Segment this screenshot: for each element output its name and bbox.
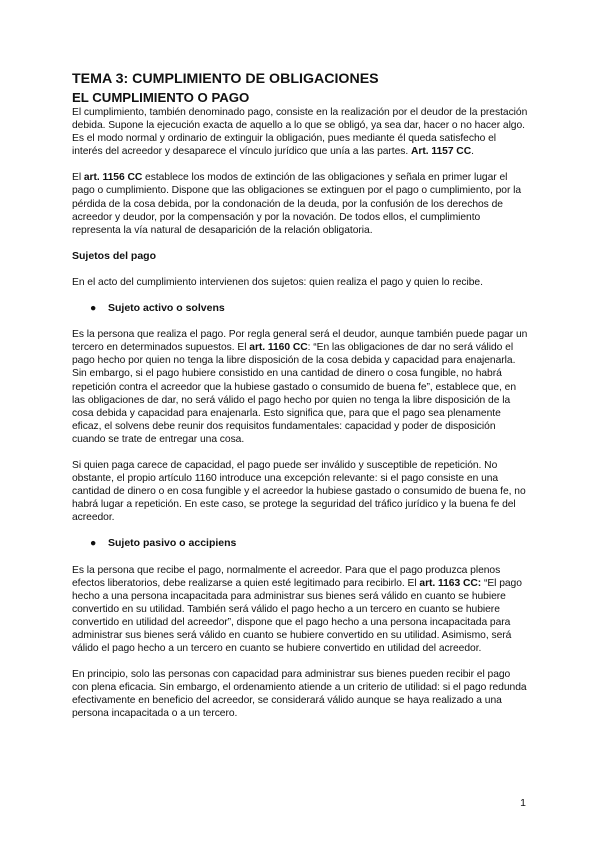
bullet-sujeto-activo xyxy=(72,302,528,315)
article-reference: Art. 1157 CC xyxy=(411,146,472,158)
paragraph-solvens xyxy=(72,328,528,446)
section-heading-cumplimiento: EL CUMPLIMIENTO O PAGO xyxy=(72,90,250,105)
paragraph-accipiens xyxy=(72,564,528,656)
paragraph-text: : “En las obligaciones de dar no será válido el pago hecho por quien no tenga la libre disposición de la cosa debida y capacidad para enajenarla. Sin embargo, si el pago hubiere consistido en una cantidad de dinero o cosa fungible, no habrá repetición contra el acreedor que la hubiese gastado o consumido de buena fe”, establece que, en las obligaciones de dar, no será válido el pago hecho por quien no tenga la libre disposición de la cosa debida y capacidad para enajenarla. Esto significa que, para que el pago sea plenamente eficaz, el solvens debe reunir dos requisitos fundamentales: capacidad y poder de disposición cuando se trate de entregar una cosa. xyxy=(72,342,516,445)
paragraph-utility-criterion: En principio, solo las personas con capacidad para administrar sus bienes pueden recibir el pago con plena eficacia. Sin embargo, el ordenamiento atiende a un criterio de utilidad: si el pago redunda efectivamente en beneficio del acreedor, se considerará válido aunque se haya realizado a una persona incapacitada o a un tercero. xyxy=(72,669,527,720)
paragraph-text: El cumplimiento, también denominado pago, consiste en la realización por el deudor de la prestación debida. Supone la ejecución exacta de aquello a lo que se obligó, ya sea dar, hacer o no hacer algo. Es el modo normal y ordinario de extinguir la obligación, pues mediante él queda satisfecho el interés del acreedor y desaparece el vínculo jurídico que unía a las partes. xyxy=(72,107,528,158)
bullet-sujeto-pasivo xyxy=(72,537,528,550)
article-reference: art. 1163 CC: xyxy=(419,577,482,589)
section-heading-sujetos: Sujetos del pago xyxy=(72,249,157,262)
paragraph-text: “El pago hecho a una persona incapacitada para administrar sus bienes será válido en cuanto se hubiere convertido en su utilidad. También será válido el pago hecho a un tercero en cuanto se hubiere convertido en utilidad del acreedor”, dispone que el pago hecho a una persona incapacitada para administrar sus bienes será válido en cuanto se hubiere convertido en su utilidad. Asimismo, será válido el pago hecho a un tercero en cuanto se hubiere convertido en utilidad del acreedor. xyxy=(72,577,522,655)
paragraph-modes-of-extinction xyxy=(72,171,528,236)
document-page xyxy=(72,70,528,721)
paragraph-text: El xyxy=(72,172,84,184)
paragraph-definition xyxy=(72,106,528,158)
paragraph-sujetos-intro: En el acto del cumplimiento intervienen dos sujetos: quien realiza el pago y quien lo recibe. xyxy=(72,276,483,288)
paragraph-end: . xyxy=(471,146,474,158)
page-number: 1 xyxy=(520,797,526,809)
article-reference: art. 1160 CC xyxy=(249,342,308,354)
paragraph-text: Es la persona que realiza el pago. Por regla general será el deudor, aunque también puede pagar un tercero en determinados supuestos. El xyxy=(72,329,528,354)
article-reference: art. 1156 CC xyxy=(83,172,143,184)
document-title: TEMA 3: CUMPLIMIENTO DE OBLIGACIONES xyxy=(72,71,379,87)
bullet-icon: ● xyxy=(90,537,97,550)
bullet-label: Sujeto activo o solvens xyxy=(108,302,225,315)
bullet-label: Sujeto pasivo o accipiens xyxy=(108,537,237,550)
paragraph-text: Es la persona que recibe el pago, normalmente el acreedor. Para que el pago produzca plenos efectos liberatorios, debe realizarse a quien esté legitimado para recibirlo. El xyxy=(72,564,501,589)
paragraph-capacity: Si quien paga carece de capacidad, el pago puede ser inválido y susceptible de repetición. No obstante, el propio artículo 1160 introduce una excepción relevante: si el pago consiste en una cantidad de dinero o en cosa fungible y el acreedor la hubiese gastado o consumido de buena fe, no habrá lugar a repetición. En este caso, se protege la seguridad del tráfico jurídico y la buena fe del acreedor. xyxy=(72,459,526,524)
paragraph-text: establece los modos de extinción de las obligaciones y señala en primer lugar el pago o cumplimiento. Dispone que las obligaciones se extinguen por el pago o cumplimiento, por la pérdida de la cosa debida, por la condonación de la deuda, por la confusión de los derechos de acreedor y deudor, por la compensación y por la novación. De todos ellos, el cumplimiento representa la vía natural de desaparición de la relación obligatoria. xyxy=(72,172,522,236)
bullet-icon: ● xyxy=(90,302,97,315)
